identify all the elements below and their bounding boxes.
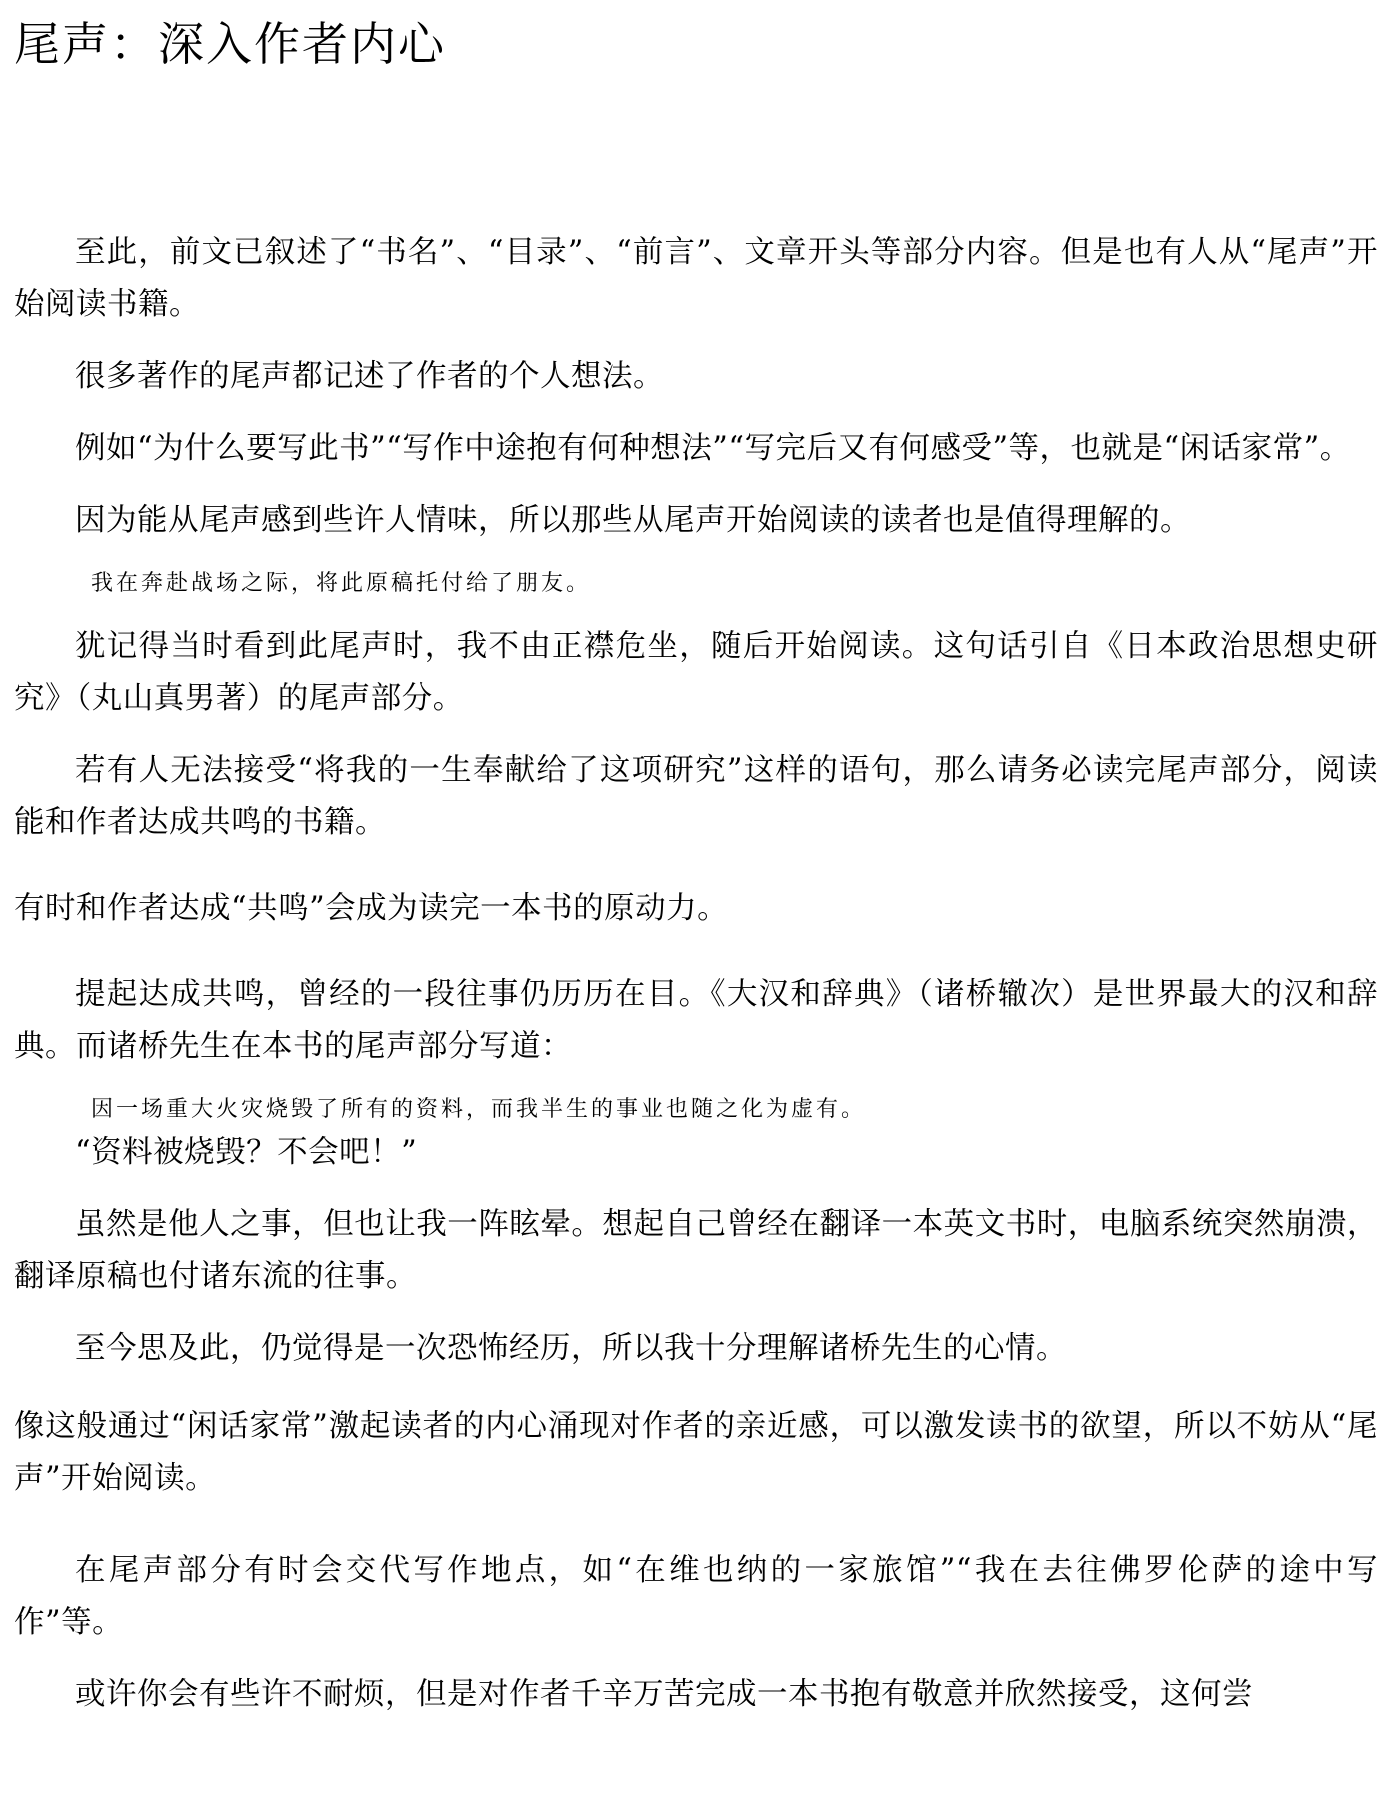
paragraph: “资料被烧毁？不会吧！”	[75, 1135, 418, 1170]
paragraph: 因为能从尾声感到些许人情味，所以那些从尾声开始阅读的读者也是值得理解的。	[75, 503, 1191, 538]
paragraph: 例如“为什么要写此书”“写作中途抱有何种想法”“写完后又有何感受”等，也就是“闲话家常”。	[75, 431, 1351, 466]
paragraph: 在尾声部分有时会交代写作地点，如“在维也纳的一家旅馆”“我在去往佛罗伦萨的途中写作”等。	[14, 1553, 1378, 1640]
paragraph: 提起达成共鸣，曾经的一段往事仍历历在目。《大汉和辞典》（诸桥辙次）是世界最大的汉和辞典。而诸桥先生在本书的尾声部分写道：	[14, 977, 1378, 1064]
paragraph: 犹记得当时看到此尾声时，我不由正襟危坐，随后开始阅读。这句话引自《日本政治思想史研究》（丸山真男著）的尾声部分。	[14, 629, 1378, 716]
paragraph: 或许你会有些许不耐烦，但是对作者千辛万苦完成一本书抱有敬意并欣然接受，这何尝	[75, 1677, 1253, 1712]
paragraph: 若有人无法接受“将我的一生奉献给了这项研究”这样的语句，那么请务必读完尾声部分，阅读能和作者达成共鸣的书籍。	[14, 753, 1378, 840]
body-text	[14, 227, 1378, 1721]
block-quote: 因一场重大火灾烧毁了所有的资料，而我半生的事业也随之化为虚有。	[91, 1097, 867, 1122]
page-title: 尾声：深入作者内心	[14, 17, 446, 71]
paragraph: 至此，前文已叙述了“书名”、“目录”、“前言”、文章开头等部分内容。但是也有人从“尾声”开始阅读书籍。	[14, 235, 1378, 322]
block-quote: 我在奔赴战场之际，将此原稿托付给了朋友。	[91, 571, 592, 596]
paragraph: 有时和作者达成“共鸣”会成为读完一本书的原动力。	[14, 891, 729, 926]
paragraph: 至今思及此，仍觉得是一次恐怖经历，所以我十分理解诸桥先生的心情。	[75, 1331, 1067, 1366]
paragraph: 虽然是他人之事，但也让我一阵眩晕。想起自己曾经在翻译一本英文书时，电脑系统突然崩溃，翻译原稿也付诸东流的往事。	[14, 1207, 1378, 1294]
paragraph: 很多著作的尾声都记述了作者的个人想法。	[75, 359, 664, 394]
paragraph: 像这般通过“闲话家常”激起读者的内心涌现对作者的亲近感，可以激发读书的欲望，所以不妨从“尾声”开始阅读。	[14, 1409, 1378, 1496]
